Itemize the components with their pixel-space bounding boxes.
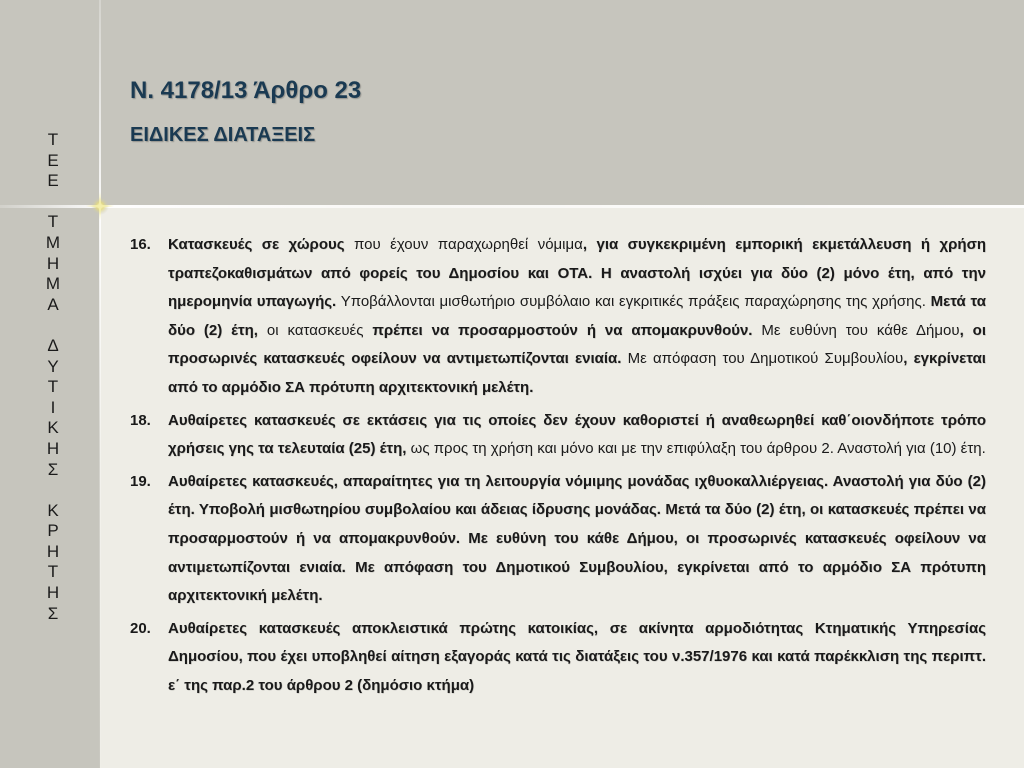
side-letter: Τ — [47, 130, 59, 149]
provision-text: , για συγκεκριμένη εμπορική εκμετάλλευση ή χρήση τραπεζοκαθισμάτων από φορείς του Δημοσίου και ΟΤΑ. Η αναστολή ισχύει για δύο (2) μόνο έτη, από την ημερομηνία υπαγωγής. — [168, 236, 986, 311]
side-letter: Σ — [47, 603, 59, 623]
side-letter: Η — [46, 253, 60, 273]
side-letter: Τ — [47, 377, 59, 397]
vertical-divider-line — [99, 0, 101, 768]
provision-text: , οι προσωρινές κατασκευές οφείλουν να αντιμετωπίζονται ενιαία. — [168, 321, 987, 368]
provision-text: , εγκρίνεται από το αρμόδιο ΣΑ πρότυπη αρχιτεκτονική μελέτη. — [168, 350, 986, 396]
horizontal-divider-line — [0, 205, 1024, 208]
sparkle-icon — [86, 192, 114, 220]
side-letter: Δ — [47, 335, 59, 355]
provision-text: πρέπει να προσαρμοστούν ή να απομακρυνθούν. — [372, 321, 753, 339]
side-letter: Α — [47, 294, 59, 314]
side-letter: Κ — [47, 500, 59, 520]
side-letter — [40, 192, 66, 213]
provision-text: Υποβάλλονται μισθωτήριο συμβόλαιο και εγκριτικές πράξεις παραχώρησης της χρήσης. — [336, 293, 931, 311]
provision-text: οι κατασκευές — [257, 321, 373, 339]
provision-text: που έχουν παραχωρηθεί νόμιμα — [344, 236, 583, 253]
vertical-side-text — [40, 130, 66, 624]
side-letter: Τ — [47, 562, 59, 582]
provision-text: Αυθαίρετες κατασκευές αποκλειστικά πρώτης κατοικίας, σε ακίνητα αρμοδιότητας Κτηματικής Υπηρεσίας Δημοσίου, που έχει υποβληθεί αίτηση εξαγοράς κατά τις διατάξεις του ν.357/1976 και κατά παρέκκλιση της περιπτ. ε΄ της παρ.2 του άρθρου 2 (δημόσιο κτήμα) — [168, 619, 986, 694]
side-letter: Τ — [47, 212, 59, 232]
slide-title: Ν. 4178/13 Άρθρο 23 — [130, 77, 362, 104]
side-letter: Υ — [47, 356, 59, 376]
side-letter — [40, 480, 66, 501]
provision-item — [130, 468, 986, 611]
side-letter: Η — [46, 438, 60, 458]
provision-text: Με ευθύνη του κάθε Δήμου — [752, 321, 960, 339]
provision-text: Αυθαίρετες κατασκευές σε εκτάσεις για τις οποίες δεν έχουν καθοριστεί ή αναθεωρηθεί καθ΄οιονδήποτε τρόπο χρήσεις γης τα τελευταία (25) έτη, — [168, 411, 986, 458]
side-letter: Σ — [47, 459, 59, 479]
side-letter: Ε — [47, 171, 59, 191]
side-letter: Κ — [47, 418, 59, 438]
side-letter: Μ — [45, 274, 61, 294]
provision-item — [130, 407, 986, 464]
provision-number: 18. — [130, 411, 151, 429]
provision-text: ως προς τη χρήση και μόνο και με την επιφύλαξη του άρθρου 2. Αναστολή για (10) έτη. — [406, 440, 986, 458]
provisions-list — [130, 231, 986, 705]
provision-number: 20. — [130, 619, 151, 637]
provision-text: Μετά τα δύο (2) έτη, — [168, 293, 986, 339]
side-letter: Ε — [47, 150, 59, 170]
provision-text: Κατασκευές σε χώρους — [168, 236, 345, 253]
side-letter: Μ — [45, 232, 61, 252]
provision-number: 16. — [130, 236, 151, 253]
provision-number: 19. — [130, 472, 151, 490]
side-letter: Η — [46, 541, 60, 561]
slide-subtitle: ΕΙΔΙΚΕΣ ΔΙΑΤΑΞΕΙΣ — [130, 124, 316, 146]
side-letter: Ι — [50, 397, 56, 417]
side-letter: Η — [46, 583, 60, 603]
provision-item — [130, 231, 986, 403]
side-letter: Ρ — [47, 521, 59, 541]
provision-text: Με απόφαση του Δημοτικού Συμβουλίου — [621, 350, 904, 368]
provision-item — [130, 615, 986, 701]
side-letter — [40, 315, 66, 336]
provision-text: Αυθαίρετες κατασκευές, απαραίτητες για τη λειτουργία νόμιμης μονάδας ιχθυοκαλλιέργειας. Αναστολή για δύο (2) έτη. Υποβολή μισθωτηρίου συμβολαίου και άδειας ίδρυσης μονάδας. Μετά τα δύο (2) έτη, οι κατασκευές πρέπει να προσαρμοστούν ή να απομακρυνθούν. Με ευθύνη του κάθε Δήμου, οι προσωρινές κατασκευές οφείλουν να αντιμετωπίζονται ενιαία. Με απόφαση του Δημοτικού Συμβουλίου, εγκρίνεται από το αρμόδιο ΣΑ πρότυπη αρχιτεκτονική μελέτη. — [168, 472, 986, 605]
